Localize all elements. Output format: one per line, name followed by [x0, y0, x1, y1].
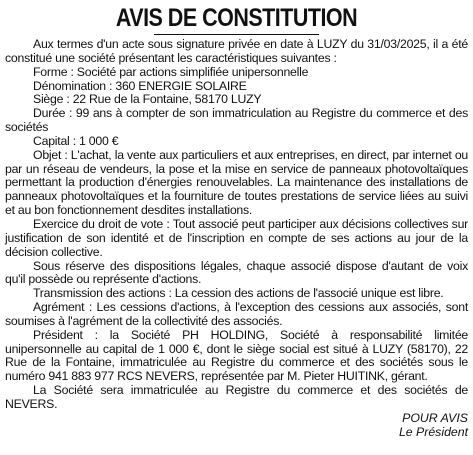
paragraph-capital: Capital : 1 000 €: [33, 133, 119, 148]
paragraph-duree: Durée : 99 ans à compter de son immatriculation au Registre du commerce et des sociétés: [5, 106, 468, 135]
paragraph-preamble: Aux termes d'un acte sous signature privée en date à LUZY du 31/03/2025, il a été constitué une société présentant les caractéristiques suivantes :: [5, 37, 468, 65]
notice-body: [5, 38, 468, 412]
paragraph-forme: Forme : Société par actions simplifiée unipersonnelle: [33, 64, 309, 79]
paragraph-voix: Sous réserve des dispositions légales, chaque associé dispose d'autant de voix qu'il possède ou représente d'actions.: [5, 258, 468, 287]
paragraph-president: Président : la Société PH HOLDING, Société à responsabilité limitée unipersonnelle au capital de 1 000 €, dont le siège social est situé à LUZY (58170), 22 Rue de la Fontaine, immatriculée au Registre du commerce et des sociétés sous le numéro 941 883 977 RCS NEVERS, représentée par M. Pieter HUITINK, gérant.: [5, 327, 468, 384]
notice-title: AVIS DE CONSTITUTION: [115, 4, 358, 32]
paragraph-siege: Siège : 22 Rue de la Fontaine, 58170 LUZY: [33, 92, 262, 107]
title-underline: [154, 34, 319, 35]
paragraph-objet: Objet : L'achat, la vente aux particuliers et aux entreprises, en direct, par internet ou par un réseau de vendeurs, la pose et la mise en service de panneaux photovoltaïques permettant la production d'énergies renouvelables. La maintenance des installations de panneaux photovoltaïques et la fourniture de toutes prestations de service liées au suivi et au bon fonctionnement desdites installations.: [5, 147, 468, 218]
paragraph-denomination: Dénomination : 360 ENERGIE SOLAIRE: [33, 78, 247, 93]
paragraph-droit-de-vote: Exercice du droit de vote : Tout associé peut participer aux décisions collectives sur justification de son identité et de l'inscription en compte de ses actions au jour de la décision collective.: [5, 216, 468, 259]
paragraph-transmission: Transmission des actions : La cession des actions de l'associé unique est libre.: [33, 286, 444, 301]
paragraph-agrement: Agrément : Les cessions d'actions, à l'exception des cessions aux associés, sont soumises à l'agrément de la collectivité des associés.: [5, 300, 468, 328]
signature-pour-avis: POUR AVIS: [402, 410, 468, 425]
legal-notice: [5, 4, 468, 439]
signature-president: Le Président: [398, 424, 468, 439]
paragraph-immatriculation: La Société sera immatriculée au Registre du commerce et des sociétés de NEVERS.: [5, 383, 468, 411]
